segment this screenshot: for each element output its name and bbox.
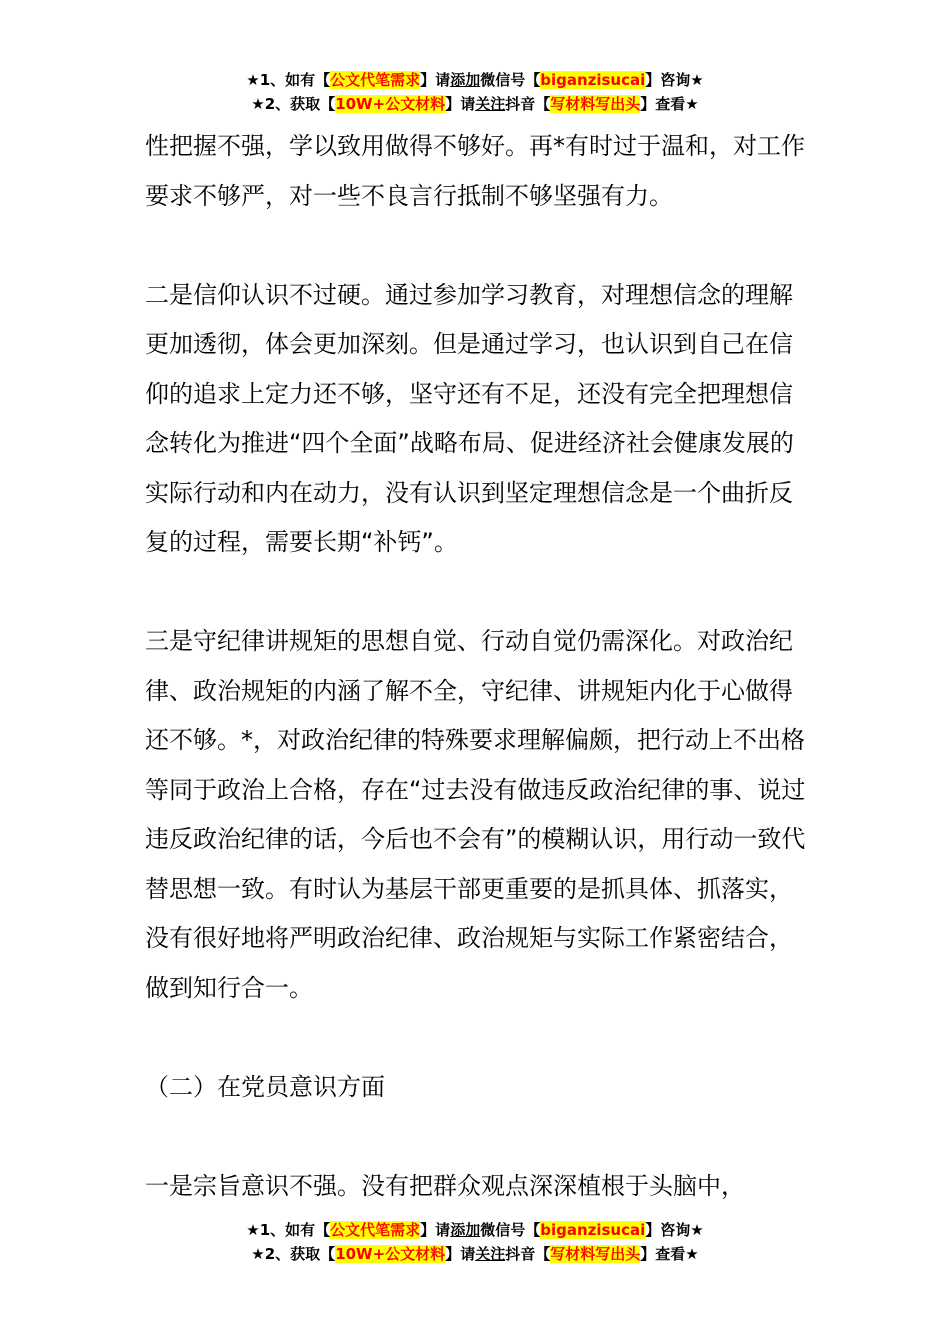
highlight-text: 10W+公文材料 (335, 1245, 446, 1263)
banner-text: 】请 (445, 95, 476, 113)
banner-text: 微信号【 (480, 1221, 541, 1239)
banner-text: 】请 (420, 71, 451, 89)
wechat-id: biganzisucai (540, 71, 646, 89)
footer-banner (0, 1218, 950, 1266)
banner-text: 抖音【 (505, 1245, 551, 1263)
banner-text: 】咨询★ (645, 1221, 704, 1239)
section-heading: （二）在党员意识方面 (145, 1072, 385, 1101)
underlined-text: 添加 (450, 71, 481, 89)
douyin-id: 写材料写出头 (550, 1245, 641, 1263)
banner-text: 】请 (420, 1221, 451, 1239)
banner-line-2 (0, 92, 950, 116)
banner-text: 】查看★ (640, 95, 699, 113)
douyin-id: 写材料写出头 (550, 95, 641, 113)
banner-text: ★2、获取【 (251, 95, 336, 113)
highlight-text: 10W+公文材料 (335, 95, 446, 113)
highlight-text: 公文代笔需求 (330, 1221, 421, 1239)
banner-text: 抖音【 (505, 95, 551, 113)
banner-line-2 (0, 1242, 950, 1266)
wechat-id: biganzisucai (540, 1221, 646, 1239)
underlined-text: 关注 (475, 95, 506, 113)
banner-text: 微信号【 (480, 71, 541, 89)
paragraph-2: 二是信仰认识不过硬。通过参加学习教育，对理想信念的理解更加透彻，体会更加深刻。但是通过学习，也认识到自己在信仰的追求上定力还不够，坚守还有不足，还没有完全把理想信念转化为推进“四个全面”战略布局、促进经济社会健康发展的实际行动和内在动力，没有认识到坚定理想信念是一个曲折反复的过程，需要长期“补钙”。 (145, 280, 794, 556)
document-body (145, 122, 810, 1211)
highlight-text: 公文代笔需求 (330, 71, 421, 89)
paragraph-1: 性把握不强，学以致用做得不够好。再*有时过于温和，对工作要求不够严，对一些不良言行抵制不够坚强有力。 (145, 132, 805, 210)
banner-text: ★1、如有【 (246, 71, 331, 89)
banner-text: ★2、获取【 (251, 1245, 336, 1263)
banner-line-1 (0, 68, 950, 92)
paragraph-4: 一是宗旨意识不强。没有把群众观点深深植根于头脑中， (145, 1171, 745, 1200)
banner-text: 】查看★ (640, 1245, 699, 1263)
banner-text: 】请 (445, 1245, 476, 1263)
banner-line-1 (0, 1218, 950, 1242)
banner-text: 】咨询★ (645, 71, 704, 89)
paragraph-3: 三是守纪律讲规矩的思想自觉、行动自觉仍需深化。对政治纪律、政治规矩的内涵了解不全，守纪律、讲规矩内化于心做得还不够。*，对政治纪律的特殊要求理解偏颇，把行动上不出格等同于政治上合格，存在“过去没有做违反政治纪律的事、说过违反政治纪律的话，今后也不会有”的模糊认识，用行动一致代替思想一致。有时认为基层干部更重要的是抓具体、抓落实，没有很好地将严明政治纪律、政治规矩与实际工作紧密结合，做到知行合一。 (145, 627, 806, 1002)
underlined-text: 关注 (475, 1245, 506, 1263)
underlined-text: 添加 (450, 1221, 481, 1239)
banner-text: ★1、如有【 (246, 1221, 331, 1239)
header-banner (0, 68, 950, 116)
